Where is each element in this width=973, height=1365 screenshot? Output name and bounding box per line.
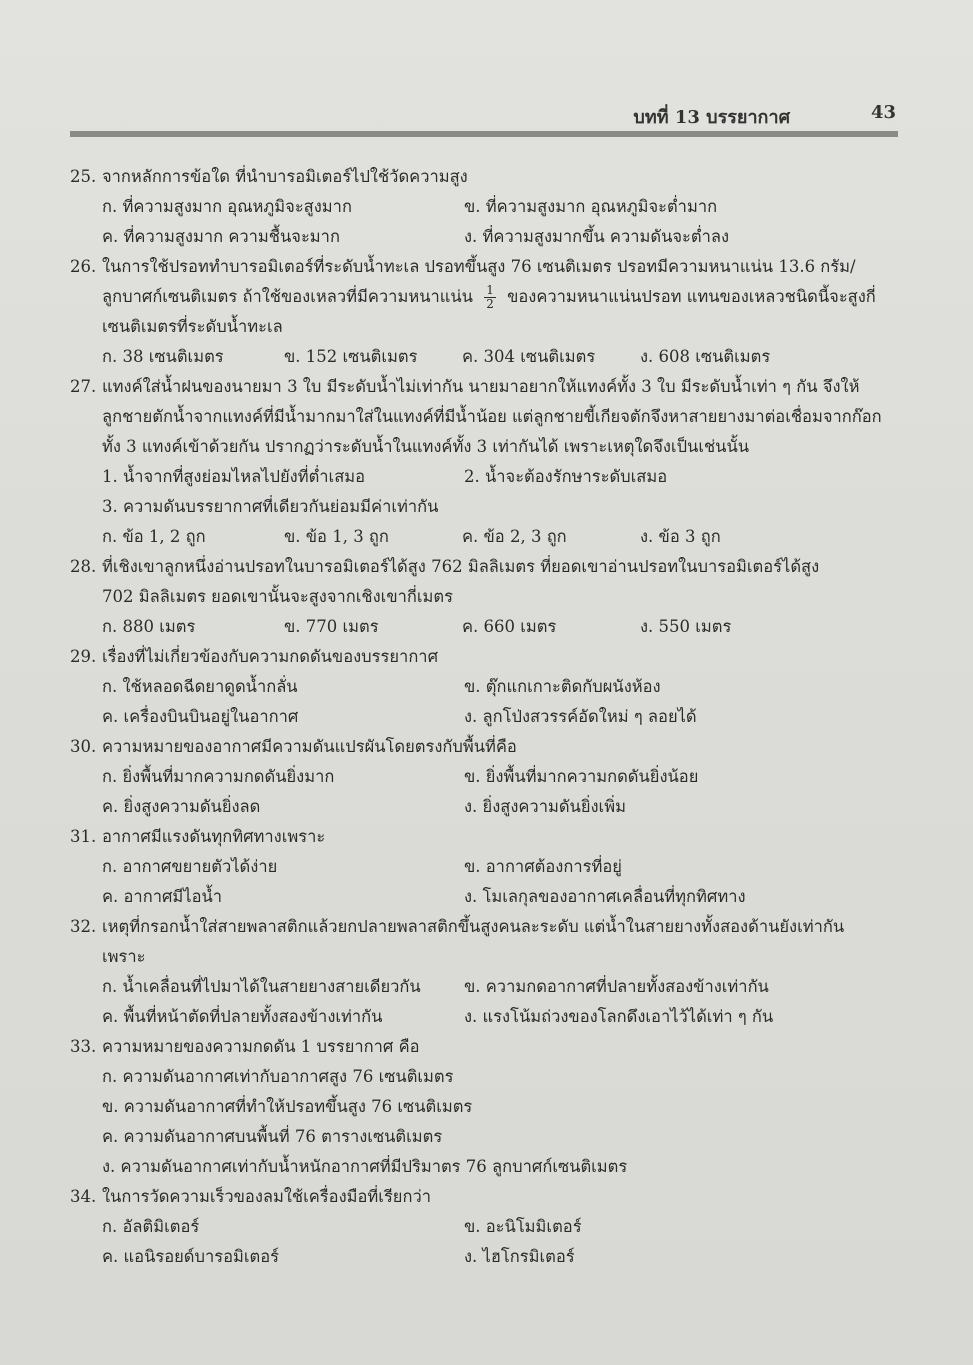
question-32	[70, 912, 900, 1032]
option-c: ค. ที่ความสูงมาก ความชื้นจะมาก	[102, 227, 340, 246]
option-a: ก. ข้อ 1, 2 ถูก	[102, 527, 206, 546]
question-text: ในการวัดความเร็วของลมใช้เครื่องมือที่เรียกว่า	[102, 1187, 431, 1206]
option-b: ข. 770 เมตร	[284, 617, 379, 636]
option-d: ง. ความดันอากาศเท่ากับน้ำหนักอากาศที่มีปริมาตร 76 ลูกบาศก์เซนติเมตร	[102, 1157, 628, 1176]
option-a: ก. น้ำเคลื่อนที่ไปมาได้ในสายยางสายเดียวกัน	[102, 977, 421, 996]
option-c: ค. ความดันอากาศบนพื้นที่ 76 ตารางเซนติเมตร	[102, 1127, 443, 1146]
question-number: 26.	[70, 257, 97, 276]
page-number: 43	[870, 102, 896, 123]
question-text	[102, 912, 900, 972]
question-line: ลูกบาศก์เซนติเมตร ถ้าใช้ของเหลวที่มีความหนาแน่น	[102, 287, 473, 306]
question-text: ความหมายของความกดดัน 1 บรรยากาศ คือ	[102, 1037, 420, 1056]
option-b: ข. 152 เซนติเมตร	[284, 347, 418, 366]
option-d: ง. ยิ่งสูงความดันยิ่งเพิ่ม	[464, 797, 626, 816]
option-c: ค. เครื่องบินบินอยู่ในอากาศ	[102, 707, 299, 726]
option-d: ง. โมเลกุลของอากาศเคลื่อนที่ทุกทิศทาง	[464, 887, 746, 906]
question-28	[70, 552, 900, 642]
option-d: ง. 550 เมตร	[640, 617, 732, 636]
question-31	[70, 822, 900, 912]
question-line: ของความหนาแน่นปรอท แทนของเหลวชนิดนี้จะสูงกี่	[507, 287, 876, 306]
option-a: ก. ความดันอากาศเท่ากับอากาศสูง 76 เซนติเมตร	[102, 1067, 454, 1086]
question-25	[70, 162, 900, 252]
option-b: ข. ตุ๊กแกเกาะติดกับผนังห้อง	[464, 677, 661, 696]
option-c: ค. พื้นที่หน้าตัดที่ปลายทั้งสองข้างเท่ากัน	[102, 1007, 383, 1026]
fraction-numerator: 1	[486, 283, 494, 297]
question-number: 28.	[70, 557, 97, 576]
question-line: ลูกชายตักน้ำจากแทงค์ที่มีน้ำมากมาใส่ในแทงค์ที่มีน้ำน้อย แต่ลูกชายขี้เกียจตักจึงหาสายยางมาต่อเชื่อมจากก๊อก	[102, 407, 882, 426]
question-29	[70, 642, 900, 732]
option-a: ก. 880 เมตร	[102, 617, 196, 636]
question-33	[70, 1032, 900, 1182]
option-c: ค. ข้อ 2, 3 ถูก	[462, 527, 567, 546]
option-a: ก. อัลติมิเตอร์	[102, 1217, 200, 1236]
option-a: ก. 38 เซนติเมตร	[102, 347, 224, 366]
option-b: ข. ที่ความสูงมาก อุณหภูมิจะต่ำมาก	[464, 197, 718, 216]
page-header	[70, 98, 900, 132]
question-text: อากาศมีแรงดันทุกทิศทางเพราะ	[102, 827, 326, 846]
question-number: 27.	[70, 377, 97, 396]
question-line: ในการใช้ปรอททำบารอมิเตอร์ที่ระดับน้ำทะเล ปรอทขึ้นสูง 76 เซนติเมตร ปรอทมีความหนาแน่น 13.6 กรัม/	[102, 257, 856, 276]
options	[70, 342, 900, 372]
option-c: ค. ยิ่งสูงความดันยิ่งลด	[102, 797, 261, 816]
option-a: ก. ที่ความสูงมาก อุณหภูมิจะสูงมาก	[102, 197, 352, 216]
options	[70, 522, 900, 552]
question-text: เรื่องที่ไม่เกี่ยวข้องกับความกดดันของบรรยากาศ	[102, 647, 439, 666]
options	[70, 192, 900, 252]
options	[70, 612, 900, 642]
question-number: 34.	[70, 1187, 97, 1206]
header-rule	[70, 131, 898, 137]
option-c: ค. อากาศมีไอน้ำ	[102, 887, 223, 906]
question-text	[102, 372, 900, 462]
option-b: ข. ยิ่งพื้นที่มากความกดดันยิ่งน้อย	[464, 767, 699, 786]
option-a: ก. อากาศขยายตัวได้ง่าย	[102, 857, 278, 876]
question-line: เพราะ	[102, 947, 146, 966]
question-text: ความหมายของอากาศมีความดันแปรผันโดยตรงกับพื้นที่คือ	[102, 737, 517, 756]
options	[70, 672, 900, 732]
question-line: 702 มิลลิเมตร ยอดเขานั้นจะสูงจากเชิงเขากี่เมตร	[102, 587, 453, 606]
question-list	[70, 162, 900, 1272]
option-b: ข. ข้อ 1, 3 ถูก	[284, 527, 389, 546]
question-number: 29.	[70, 647, 97, 666]
question-line: ที่เชิงเขาลูกหนึ่งอ่านปรอทในบารอมิเตอร์ได้สูง 762 มิลลิเมตร ที่ยอดเขาอ่านปรอทในบารอมิเตอร์ได้สูง	[102, 557, 820, 576]
option-b: ข. ความดันอากาศที่ทำให้ปรอทขึ้นสูง 76 เซนติเมตร	[102, 1097, 473, 1116]
option-b: ข. อะนิโมมิเตอร์	[464, 1217, 582, 1236]
option-d: ง. ที่ความสูงมากขึ้น ความดันจะต่ำลง	[464, 227, 730, 246]
question-number: 25.	[70, 167, 97, 186]
question-line: ทั้ง 3 แทงค์เข้าด้วยกัน ปรากฏว่าระดับน้ำในแทงค์ทั้ง 3 เท่ากันได้ เพราะเหตุใดจึงเป็นเช่นนั้น	[102, 437, 750, 456]
question-34	[70, 1182, 900, 1272]
option-c: ค. 304 เซนติเมตร	[462, 347, 596, 366]
option-b: ข. อากาศต้องการที่อยู่	[464, 857, 622, 876]
question-line: แทงค์ใส่น้ำฝนของนายมา 3 ใบ มีระดับน้ำไม่เท่ากัน นายมาอยากให้แทงค์ทั้ง 3 ใบ มีระดับน้ำเท่า ๆ กัน จึงให้	[102, 377, 860, 396]
question-26	[70, 252, 900, 372]
statement-2: 2. น้ำจะต้องรักษาระดับเสมอ	[464, 467, 668, 486]
option-c: ค. แอนิรอยด์บารอมิเตอร์	[102, 1247, 280, 1266]
statement-1: 1. น้ำจากที่สูงย่อมไหลไปยังที่ต่ำเสมอ	[102, 467, 366, 486]
options	[70, 1212, 900, 1272]
question-line: เหตุที่กรอกน้ำใส่สายพลาสติกแล้วยกปลายพลาสติกขึ้นสูงคนละระดับ แต่น้ำในสายยางทั้งสองด้านยังเท่ากัน	[102, 917, 845, 936]
options	[70, 972, 900, 1032]
question-text: จากหลักการข้อใด ที่นำบารอมิเตอร์ไปใช้วัดความสูง	[102, 167, 468, 186]
options	[70, 762, 900, 822]
question-line: เซนติเมตรที่ระดับน้ำทะเล	[102, 317, 283, 336]
options	[70, 852, 900, 912]
option-d: ง. ข้อ 3 ถูก	[640, 527, 721, 546]
statement-3: 3. ความดันบรรยากาศที่เดียวกันย่อมมีค่าเท่ากัน	[102, 497, 439, 516]
option-d: ง. 608 เซนติเมตร	[640, 347, 771, 366]
question-number: 30.	[70, 737, 97, 756]
fraction-denominator: 2	[486, 297, 494, 311]
question-30	[70, 732, 900, 822]
option-d: ง. ไฮโกรมิเตอร์	[464, 1247, 575, 1266]
chapter-title: บทที่ 13 บรรยากาศ	[633, 107, 790, 128]
question-number: 33.	[70, 1037, 97, 1056]
option-b: ข. ความกดอากาศที่ปลายทั้งสองข้างเท่ากัน	[464, 977, 769, 996]
question-number: 31.	[70, 827, 97, 846]
option-d: ง. ลูกโป่งสวรรค์อัดใหม่ ๆ ลอยได้	[464, 707, 697, 726]
statements	[70, 462, 900, 492]
question-number: 32.	[70, 917, 97, 936]
option-a: ก. ใช้หลอดฉีดยาดูดน้ำกลั่น	[102, 677, 298, 696]
option-a: ก. ยิ่งพื้นที่มากความกดดันยิ่งมาก	[102, 767, 335, 786]
option-d: ง. แรงโน้มถ่วงของโลกดึงเอาไว้ได้เท่า ๆ กัน	[464, 1007, 774, 1026]
fraction-one-half	[484, 284, 496, 311]
question-text	[102, 252, 900, 342]
question-27	[70, 372, 900, 552]
option-c: ค. 660 เมตร	[462, 617, 557, 636]
question-text	[102, 552, 900, 612]
